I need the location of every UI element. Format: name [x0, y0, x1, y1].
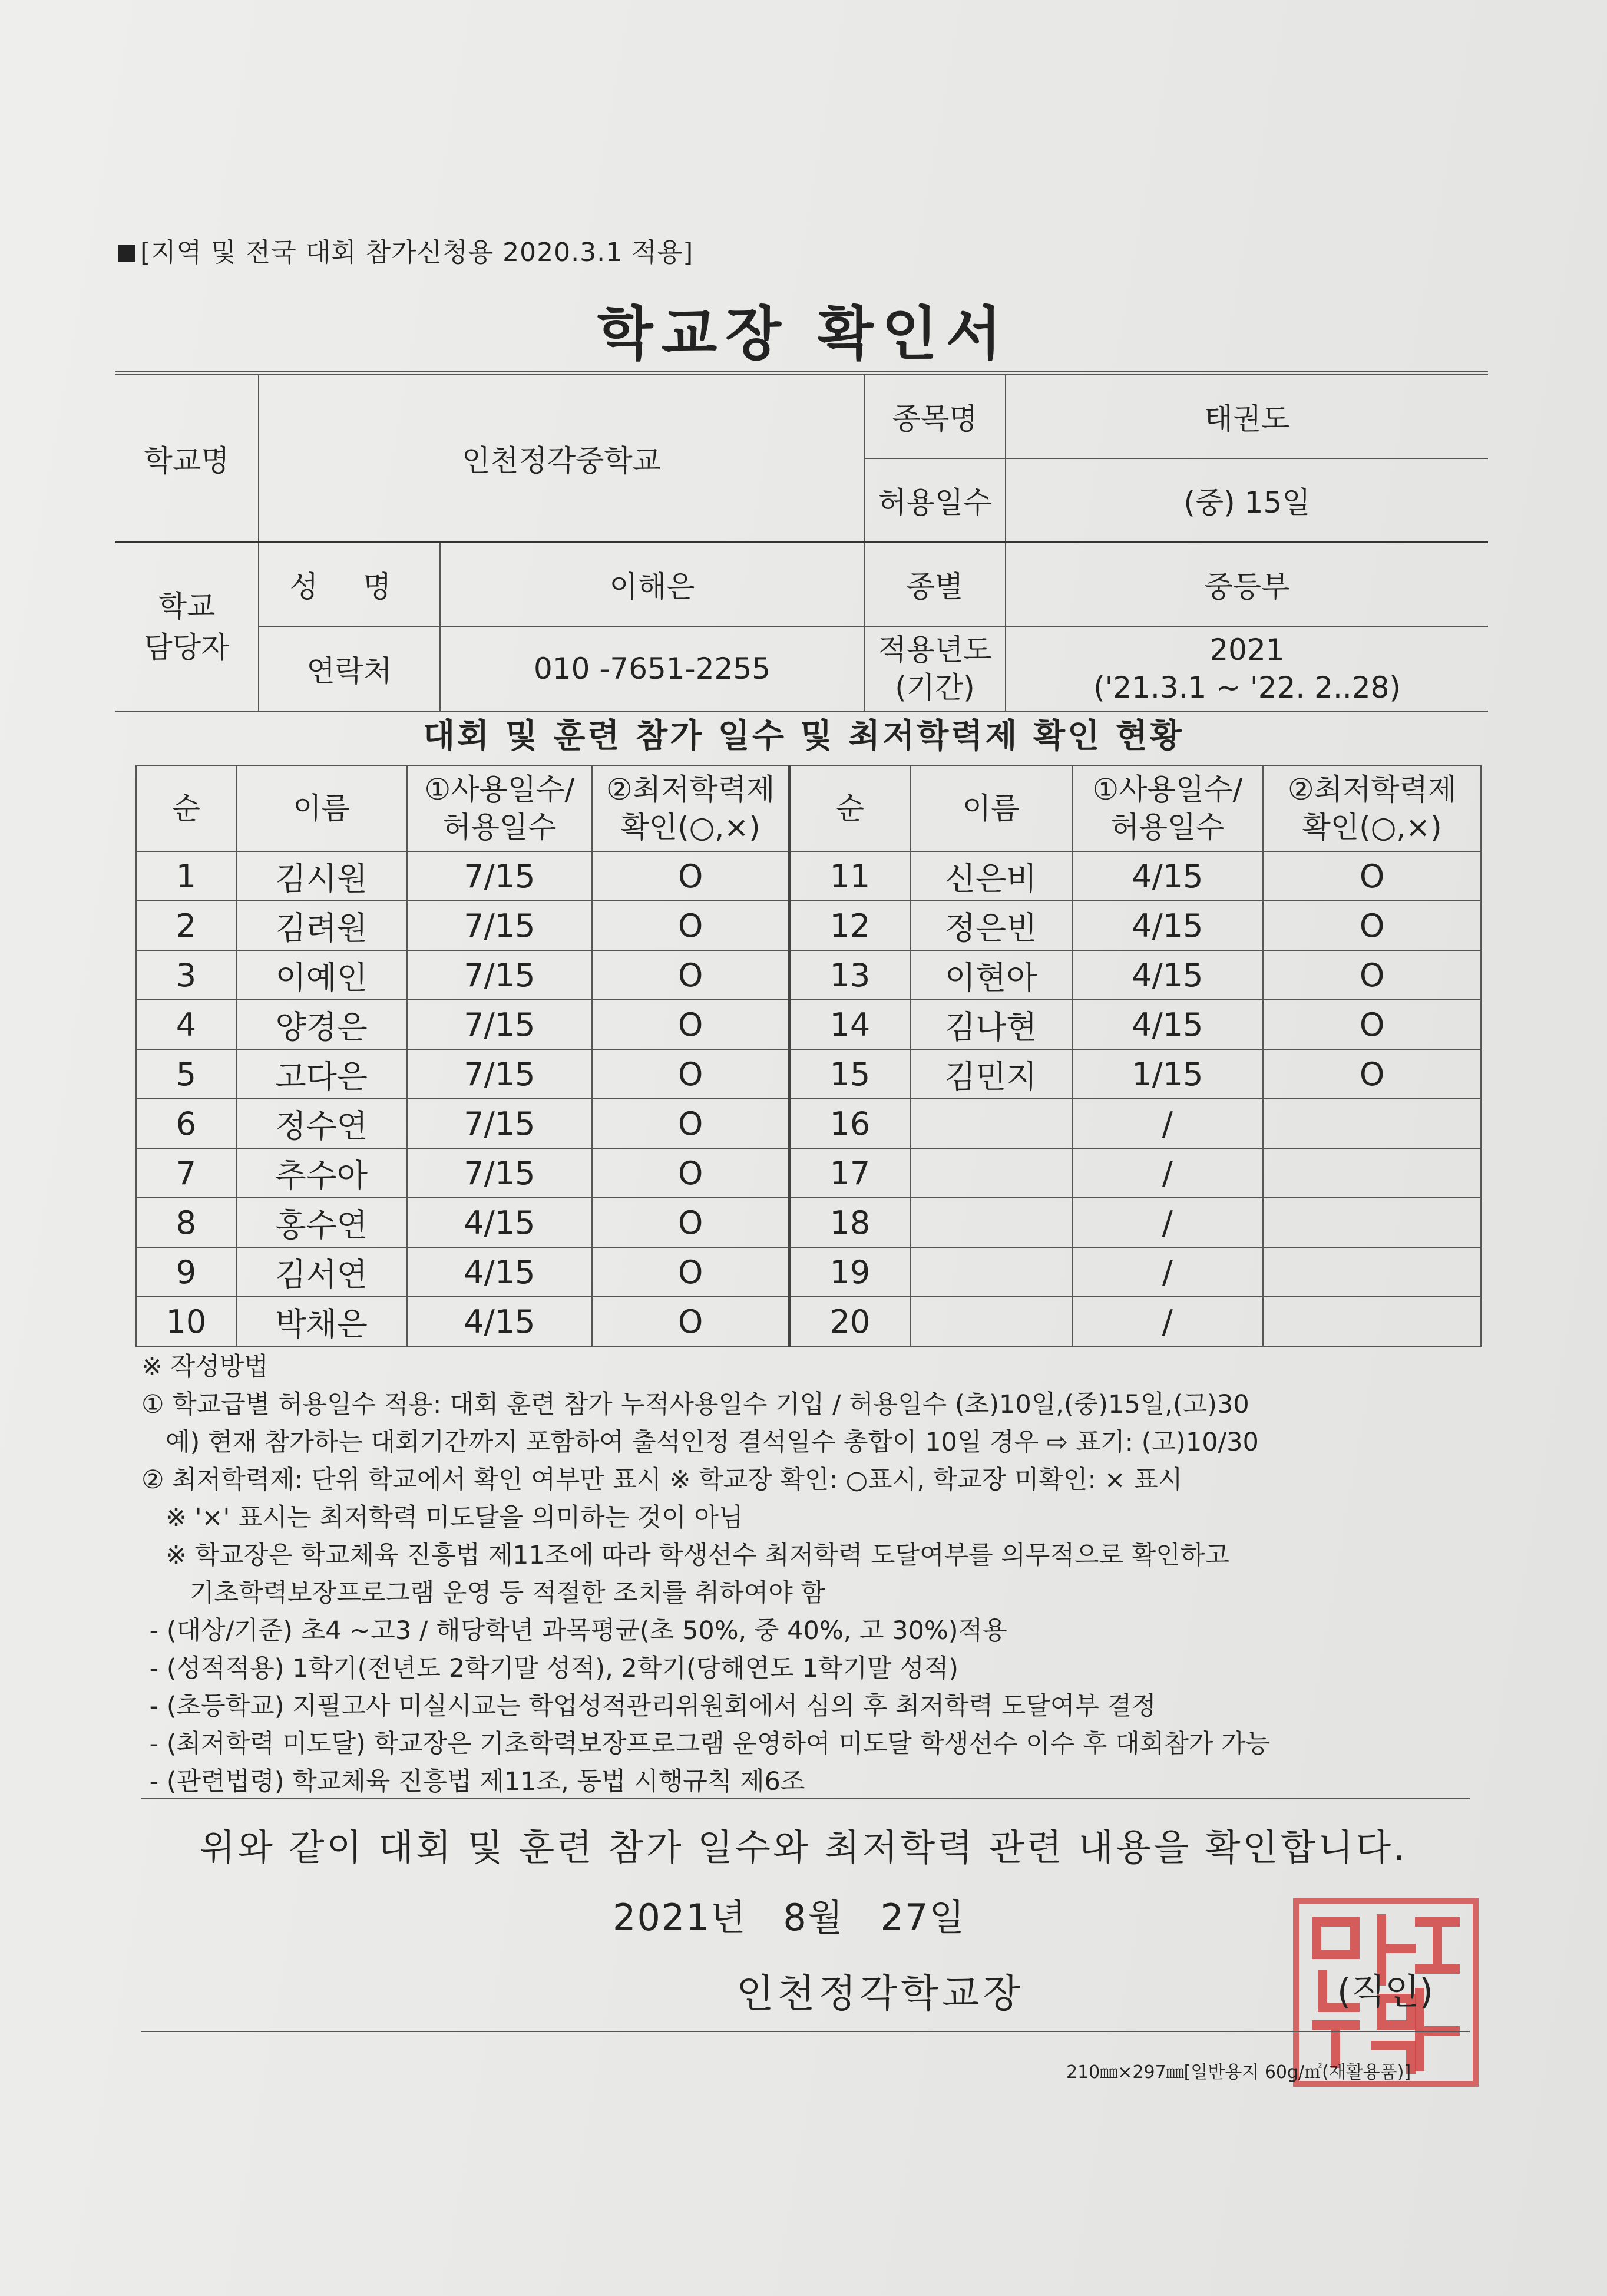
cell-days: 7/15	[407, 1000, 593, 1049]
cell-check: O	[592, 1297, 789, 1346]
cell-name	[910, 1099, 1072, 1148]
cell-days: 4/15	[407, 1198, 593, 1247]
table-row	[136, 901, 1481, 950]
sport-label: 종목명	[864, 375, 1006, 458]
table-row	[136, 1000, 1481, 1049]
date-year: 2021년	[613, 1896, 747, 1939]
cell-days: 7/15	[407, 1148, 593, 1198]
header-cell: 순	[789, 765, 910, 851]
header-cell: ②최저학력제 확인(○,×)	[1263, 765, 1481, 851]
cell-check	[1263, 1148, 1481, 1198]
cell-name: 김나현	[910, 1000, 1072, 1049]
cell-no: 10	[136, 1297, 236, 1346]
cell-no: 3	[136, 950, 236, 1000]
cell-days: 7/15	[407, 1099, 593, 1148]
category-label: 종별	[864, 543, 1006, 627]
cell-check	[1263, 1198, 1481, 1247]
cell-no: 18	[789, 1198, 910, 1247]
cell-name: 김민지	[910, 1049, 1072, 1099]
header-cell: ①사용일수/ 허용일수	[407, 765, 593, 851]
cell-check	[1263, 1099, 1481, 1148]
cell-check: O	[592, 1247, 789, 1297]
cell-days: 7/15	[407, 901, 593, 950]
cell-check: O	[592, 851, 789, 901]
cell-days: 4/15	[1072, 901, 1264, 950]
manager-label: 학교 담당자	[115, 543, 259, 712]
header-cell: ①사용일수/ 허용일수	[1072, 765, 1264, 851]
note-line: - (초등학교) 지필고사 미실시교는 학업성적관리위원회에서 심의 후 최저학력 도달여부 결정	[141, 1692, 1156, 1721]
info-table	[115, 374, 1488, 712]
cell-no: 4	[136, 1000, 236, 1049]
cell-days: 7/15	[407, 950, 593, 1000]
cell-name: 추수아	[236, 1148, 407, 1198]
principal-name: 인천정각학교장	[736, 1971, 1024, 2016]
cell-name: 양경은	[236, 1000, 407, 1049]
cell-no: 17	[789, 1148, 910, 1198]
name-value: 이해은	[440, 543, 864, 627]
form-header-tag: [지역 및 전국 대회 참가신청용 2020.3.1 적용]	[118, 231, 693, 269]
cell-no: 7	[136, 1148, 236, 1198]
cell-check: O	[1263, 901, 1481, 950]
table-row	[136, 1198, 1481, 1247]
cell-days: 1/15	[1072, 1049, 1264, 1099]
contact-label: 연락처	[259, 626, 440, 711]
cell-name: 김려원	[236, 901, 407, 950]
cell-name: 이현아	[910, 950, 1072, 1000]
cell-no: 16	[789, 1099, 910, 1148]
cell-days: 4/15	[1072, 851, 1264, 901]
paper-spec-footer: 210㎜×297㎜[일반용지 60g/㎡(재활용품)]	[1066, 2062, 1411, 2083]
note-line: ※ '×' 표시는 최저학력 미도달을 의미하는 것이 아님	[141, 1503, 743, 1532]
cell-name: 홍수연	[236, 1198, 407, 1247]
cell-name	[910, 1148, 1072, 1198]
cell-check: O	[592, 1049, 789, 1099]
cell-no: 13	[789, 950, 910, 1000]
cell-check: O	[1263, 851, 1481, 901]
name-label: 성 명	[259, 543, 440, 627]
cell-no: 12	[789, 901, 910, 950]
date-month: 8월	[783, 1896, 844, 1939]
cell-no: 6	[136, 1099, 236, 1148]
notes-bottom-rule	[141, 1798, 1470, 1799]
cell-no: 8	[136, 1198, 236, 1247]
cell-no: 2	[136, 901, 236, 950]
allowed-days-label: 허용일수	[864, 458, 1006, 543]
table-row	[136, 1049, 1481, 1099]
cell-no: 19	[789, 1247, 910, 1297]
cell-no: 14	[789, 1000, 910, 1049]
cell-days: 4/15	[1072, 950, 1264, 1000]
category-value: 중등부	[1006, 543, 1488, 627]
cell-name	[910, 1297, 1072, 1346]
cell-name: 정수연	[236, 1099, 407, 1148]
table-row	[136, 1247, 1481, 1297]
contact-value: 010 -7651-2255	[440, 626, 864, 711]
cell-days: /	[1072, 1297, 1264, 1346]
writing-instructions	[141, 1348, 1484, 1801]
cell-name: 이예인	[236, 950, 407, 1000]
cell-check: O	[1263, 1049, 1481, 1099]
cell-check: O	[592, 1000, 789, 1049]
cell-check: O	[592, 1099, 789, 1148]
year-value: 2021 ('21.3.1 ~ '22. 2..28)	[1006, 626, 1488, 711]
school-label: 학교명	[115, 375, 259, 543]
sport-value: 태권도	[1006, 375, 1488, 458]
table-row	[136, 1297, 1481, 1346]
cell-no: 20	[789, 1297, 910, 1346]
signature-rule	[141, 2031, 1470, 2032]
status-subtitle: 대회 및 훈련 참가 일수 및 최저학력제 확인 현황	[423, 717, 1184, 755]
note-line: ※ 학교장은 학교체육 진흥법 제11조에 따라 학생선수 최저학력 도달여부를 의무적으로 확인하고	[141, 1541, 1229, 1570]
cell-name: 박채은	[236, 1297, 407, 1346]
cell-check	[1263, 1297, 1481, 1346]
cell-days: 7/15	[407, 1049, 593, 1099]
document-title: 학교장 확인서	[597, 300, 1010, 368]
cell-check: O	[1263, 950, 1481, 1000]
issue-date	[613, 1888, 989, 1941]
note-line: - (관련법령) 학교체육 진흥법 제11조, 동법 시행규칙 제6조	[141, 1767, 805, 1796]
cell-no: 11	[789, 851, 910, 901]
cell-no: 5	[136, 1049, 236, 1099]
cell-days: /	[1072, 1247, 1264, 1297]
cell-days: 4/15	[1072, 1000, 1264, 1049]
cell-days: /	[1072, 1198, 1264, 1247]
cell-name: 신은비	[910, 851, 1072, 901]
confirmation-statement: 위와 같이 대회 및 훈련 참가 일수와 최저학력 관련 내용을 확인합니다.	[200, 1826, 1407, 1869]
table-row	[136, 950, 1481, 1000]
cell-no: 9	[136, 1247, 236, 1297]
cell-check	[1263, 1247, 1481, 1297]
table-header-row	[136, 765, 1481, 851]
cell-name	[910, 1198, 1072, 1247]
cell-check: O	[1263, 1000, 1481, 1049]
cell-days: /	[1072, 1148, 1264, 1198]
header-cell: 이름	[910, 765, 1072, 851]
cell-check: O	[592, 1198, 789, 1247]
year-label: 적용년도 (기간)	[864, 626, 1006, 711]
note-line: 기초학력보장프로그램 운영 등 적절한 조치를 취하여야 함	[141, 1578, 825, 1608]
school-value: 인천정각중학교	[259, 375, 864, 543]
cell-name: 김서연	[236, 1247, 407, 1297]
note-line: - (성적적용) 1학기(전년도 2학기말 성적), 2학기(당해연도 1학기말 성적)	[141, 1654, 959, 1683]
date-day: 27일	[880, 1896, 966, 1939]
seal-label: (직인)	[1337, 1971, 1433, 2013]
note-line: ① 학교급별 허용일수 적용: 대회 훈련 참가 누적사용일수 기입 / 허용일수 (초)10일,(중)15일,(고)30	[141, 1390, 1249, 1419]
table-row	[136, 851, 1481, 901]
allowed-days-value: (중) 15일	[1006, 458, 1488, 543]
participation-table	[135, 765, 1482, 1347]
cell-name	[910, 1247, 1072, 1297]
note-line: ※ 작성방법	[141, 1352, 269, 1382]
note-line: ② 최저학력제: 단위 학교에서 확인 여부만 표시 ※ 학교장 확인: ○표시, 학교장 미확인: × 표시	[141, 1465, 1183, 1495]
top-rule	[115, 371, 1488, 372]
note-line: - (최저학력 미도달) 학교장은 기초학력보장프로그램 운영하여 미도달 학생선수 이수 후 대회참가 가능	[141, 1729, 1271, 1759]
note-line: - (대상/기준) 초4 ~고3 / 해당학년 과목평균(초 50%, 중 40%, 고 30%)적용	[141, 1616, 1007, 1646]
cell-check: O	[592, 1148, 789, 1198]
cell-name: 김시원	[236, 851, 407, 901]
cell-days: 4/15	[407, 1247, 593, 1297]
cell-name: 정은빈	[910, 901, 1072, 950]
header-cell: 이름	[236, 765, 407, 851]
table-row	[136, 1148, 1481, 1198]
cell-check: O	[592, 950, 789, 1000]
cell-no: 15	[789, 1049, 910, 1099]
cell-no: 1	[136, 851, 236, 901]
header-cell: 순	[136, 765, 236, 851]
square-bullet-icon	[118, 245, 135, 262]
header-cell: ②최저학력제 확인(○,×)	[592, 765, 789, 851]
cell-name: 고다은	[236, 1049, 407, 1099]
cell-days: 4/15	[407, 1297, 593, 1346]
table-row	[136, 1099, 1481, 1148]
cell-check: O	[592, 901, 789, 950]
note-line: 예) 현재 참가하는 대회기간까지 포함하여 출석인정 결석일수 총합이 10일 경우 ⇨ 표기: (고)10/30	[141, 1428, 1259, 1457]
cell-days: 7/15	[407, 851, 593, 901]
cell-days: /	[1072, 1099, 1264, 1148]
